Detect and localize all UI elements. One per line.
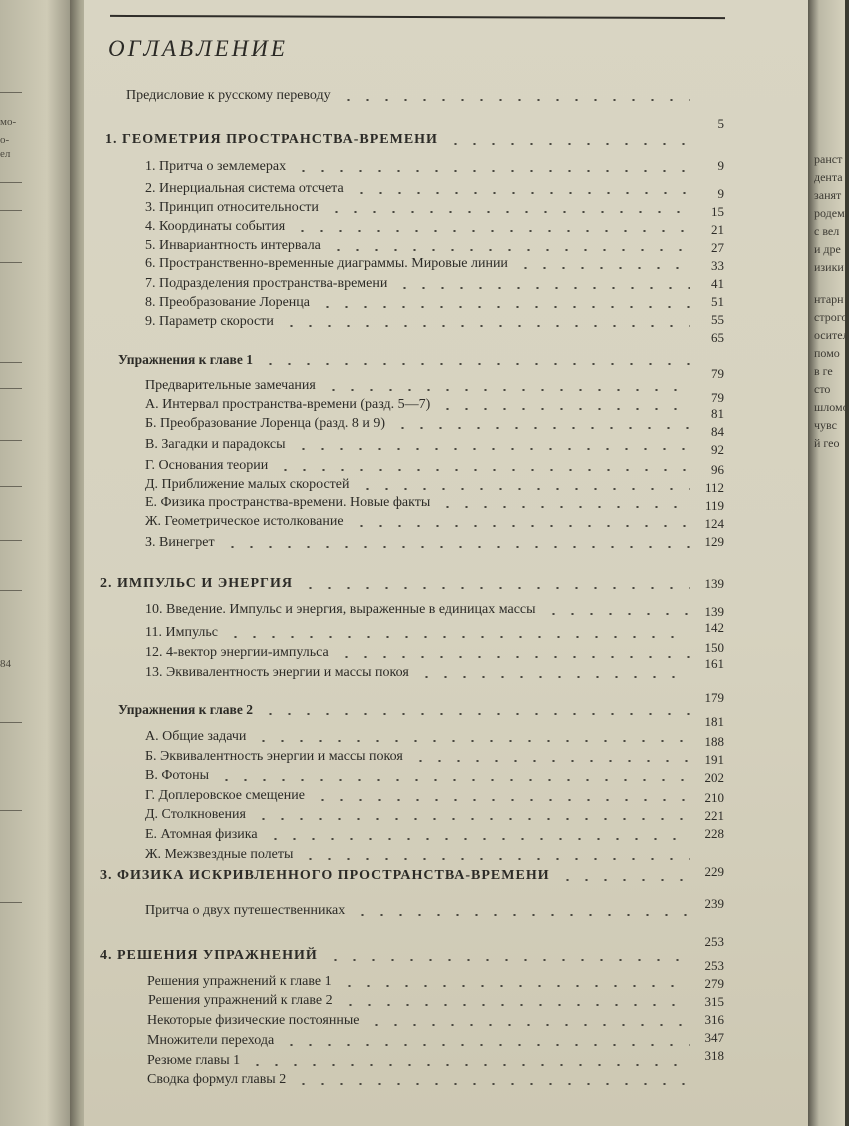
toc-chapter-title: 1. ГЕОМЕТРИЯ ПРОСТРАНСТВА-ВРЕМЕНИ [105, 132, 438, 147]
toc-entry: 7. Подразделения пространства-времени [145, 276, 388, 291]
toc-entry: Решения упражнений к главе 2 [148, 993, 333, 1008]
leader-dots [411, 760, 690, 762]
toc-entry: Д. Столкновения [145, 807, 246, 822]
right-fragment: и дре [814, 242, 841, 256]
leader-dots [446, 143, 690, 145]
right-fragment: в ге [814, 364, 833, 378]
leader-dots [516, 267, 690, 269]
toc-entry: Предисловие к русскому переводу [126, 88, 331, 103]
page-number: 139 [704, 576, 724, 591]
leader-dots [282, 1044, 690, 1046]
page-number: 21 [711, 222, 724, 237]
toc-entry: З. Винегрет [145, 535, 215, 550]
page-number: 5 [717, 116, 724, 131]
toc-entry: Д. Приближение малых скоростей [145, 477, 350, 492]
leader-dots [438, 408, 690, 410]
page-number: 229 [704, 864, 724, 879]
leader-dots [261, 713, 690, 715]
toc-entry: В. Фотоны [145, 768, 210, 783]
left-rule [0, 540, 22, 541]
right-page-edge [808, 0, 849, 1126]
right-fragment: помо [814, 346, 840, 360]
toc-entry: Ж. Межзвездные полеты [145, 847, 294, 862]
left-rule [0, 362, 22, 363]
toc-entry: 11. Импульс [145, 625, 218, 640]
toc-entry: Решения упражнений к главе 1 [147, 974, 332, 989]
leader-dots [301, 587, 690, 589]
left-fragment: ел [0, 148, 11, 160]
toc-entry: Е. Физика пространства-времени. Новые факты [145, 495, 431, 510]
leader-dots [329, 249, 690, 251]
toc-entry: 8. Преобразование Лоренца [145, 295, 311, 310]
left-fragment: 84 [0, 658, 11, 670]
page-number: 79 [711, 366, 724, 381]
page-number: 81 [711, 406, 724, 421]
toc-entry: Множители перехода [147, 1033, 275, 1048]
page-number: 27 [711, 240, 724, 255]
page-number: 9 [717, 158, 724, 173]
page-number: 41 [711, 276, 724, 291]
page-number: 318 [704, 1048, 724, 1063]
page-number: 253 [704, 958, 724, 973]
left-rule [0, 902, 22, 903]
left-fragment: о- [0, 134, 10, 146]
leader-dots [367, 1024, 690, 1026]
page-number: 191 [704, 752, 724, 767]
page-number: 228 [704, 826, 724, 841]
page-number: 139 [704, 604, 724, 619]
left-rule [0, 440, 22, 441]
left-rule [0, 722, 22, 723]
page-number: 179 [704, 690, 724, 705]
leader-dots [337, 656, 690, 658]
right-fragment: с вел [814, 224, 840, 238]
toc-entry: Г. Доплеровское смещение [145, 788, 305, 803]
leader-dots [294, 1083, 690, 1085]
leader-dots [294, 448, 690, 450]
page-number: 84 [711, 424, 724, 439]
toc-chapter-title: 3. ФИЗИКА ИСКРИВЛЕННОГО ПРОСТРАНСТВА-ВРЕМЕНИ [100, 868, 550, 883]
leader-dots [339, 99, 690, 101]
leader-dots [226, 636, 690, 638]
page-number: 150 [704, 640, 724, 655]
page-number: 112 [704, 480, 724, 495]
page-number: 142 [704, 620, 724, 635]
leader-dots [341, 1004, 690, 1006]
leader-dots [223, 546, 690, 548]
toc-entry: В. Загадки и парадоксы [145, 437, 286, 452]
leader-dots [558, 879, 690, 881]
page-number: 316 [704, 1012, 724, 1027]
leader-dots [324, 389, 690, 391]
left-rule [0, 388, 22, 389]
leader-dots [276, 469, 690, 471]
leader-dots [395, 287, 690, 289]
page-number: 221 [704, 808, 724, 823]
leader-dots [393, 427, 690, 429]
left-rule [0, 590, 22, 591]
toc-entry: Б. Преобразование Лоренца (разд. 8 и 9) [145, 416, 385, 431]
leader-dots [254, 740, 690, 742]
page-number: 79 [711, 390, 724, 405]
toc-entry: Резюме главы 1 [147, 1053, 241, 1068]
toc-entry: 9. Параметр скорости [145, 314, 274, 329]
leader-dots [327, 211, 690, 213]
toc-entry: 4. Координаты события [145, 219, 286, 234]
page-number: 253 [704, 934, 724, 949]
toc-entry: Некоторые физические постоянные [147, 1013, 360, 1028]
left-rule [0, 210, 22, 211]
toc-exercises-title: Упражнения к главе 1 [118, 352, 253, 367]
leader-dots [352, 525, 690, 527]
leader-dots [261, 363, 690, 365]
leader-dots [254, 818, 690, 820]
right-fragment: нтарн [814, 292, 844, 306]
toc-entry: Ж. Геометрическое истолкование [145, 514, 344, 529]
page-number: 124 [704, 516, 724, 531]
toc-exercises-title: Упражнения к главе 2 [118, 702, 253, 717]
page-number: 181 [704, 714, 724, 729]
leader-dots [318, 306, 690, 308]
right-fragment: занят [814, 188, 842, 202]
toc-entry: 3. Принцип относительности [145, 200, 319, 215]
toc-entry: Б. Эквивалентность энергии и массы покоя [145, 749, 403, 764]
right-fragment: родем [814, 206, 845, 220]
leader-dots [326, 959, 690, 961]
leader-dots [301, 858, 690, 860]
page-number: 96 [711, 462, 724, 477]
right-fragment: осител [814, 328, 849, 342]
toc-entry: Сводка формул главы 2 [147, 1072, 287, 1087]
leader-dots [217, 779, 690, 781]
toc-chapter-title: 2. ИМПУЛЬС И ЭНЕРГИЯ [100, 576, 293, 591]
page-number: 279 [704, 976, 724, 991]
page-number: 188 [704, 734, 724, 749]
page-number: 161 [704, 656, 724, 671]
left-page-edge [0, 0, 78, 1126]
leader-dots [248, 1064, 690, 1066]
toc-entry: Притча о двух путешественниках [145, 903, 346, 918]
leader-dots [353, 914, 690, 916]
leader-dots [294, 170, 690, 172]
leader-dots [358, 488, 691, 490]
page-number: 15 [711, 204, 724, 219]
leader-dots [282, 325, 690, 327]
page-number: 33 [711, 258, 724, 273]
right-fragment: строго [814, 310, 848, 324]
leader-dots [438, 506, 690, 508]
toc-entry: 5. Инвариантность интервала [145, 238, 321, 253]
right-fragment: шломо [814, 400, 849, 414]
right-fragment: й гео [814, 436, 840, 450]
leader-dots [340, 985, 690, 987]
left-rule [0, 262, 22, 263]
leader-dots [313, 799, 690, 801]
page-number: 92 [711, 442, 724, 457]
toc-entry: Предварительные замечания [145, 378, 316, 393]
page-number: 9 [717, 186, 724, 201]
leader-dots [293, 230, 690, 232]
toc-entry: 2. Инерциальная система отсчета [145, 181, 344, 196]
left-rule [0, 486, 22, 487]
toc-chapter-title: 4. РЕШЕНИЯ УПРАЖНЕНИЙ [100, 948, 318, 963]
toc-entry: 6. Пространственно-временные диаграммы. Мировые линии [145, 256, 508, 271]
leader-dots [352, 192, 690, 194]
toc-entry: А. Интервал пространства-времени (разд. 5—7) [145, 397, 431, 412]
toc-entry: Г. Основания теории [145, 458, 269, 473]
page-number: 210 [704, 790, 724, 805]
leader-dots [417, 676, 690, 678]
page-number: 202 [704, 770, 724, 785]
left-fragment: мо- [0, 116, 17, 128]
page-number: 51 [711, 294, 724, 309]
left-rule [0, 810, 22, 811]
toc-entry: 1. Притча о землемерах [145, 159, 287, 174]
left-rule [0, 182, 22, 183]
page-number: 129 [704, 534, 724, 549]
toc-entry: А. Общие задачи [145, 729, 247, 744]
page-number: 65 [711, 330, 724, 345]
toc-entry: 12. 4-вектор энергии-импульса [145, 645, 329, 660]
page-number: 315 [704, 994, 724, 1009]
right-fragment: сто [814, 382, 831, 396]
leader-dots [266, 838, 690, 840]
toc-entry: 10. Введение. Импульс и энергия, выраженные в единицах массы [145, 602, 536, 617]
toc-entry: Е. Атомная физика [145, 827, 258, 842]
right-fragment: изики [814, 260, 844, 274]
page-number: 239 [704, 896, 724, 911]
right-fragment: дента [814, 170, 843, 184]
page-number: 55 [711, 312, 724, 327]
leader-dots [544, 613, 690, 615]
toc-heading: ОГЛАВЛЕНИЕ [108, 36, 288, 61]
right-fragment: чувс [814, 418, 837, 432]
page-number: 347 [704, 1030, 724, 1045]
toc-entry: 13. Эквивалентность энергии и массы покоя [145, 665, 409, 680]
page-number: 119 [704, 498, 724, 513]
right-fragment: ранст [814, 152, 843, 166]
left-rule [0, 92, 22, 93]
